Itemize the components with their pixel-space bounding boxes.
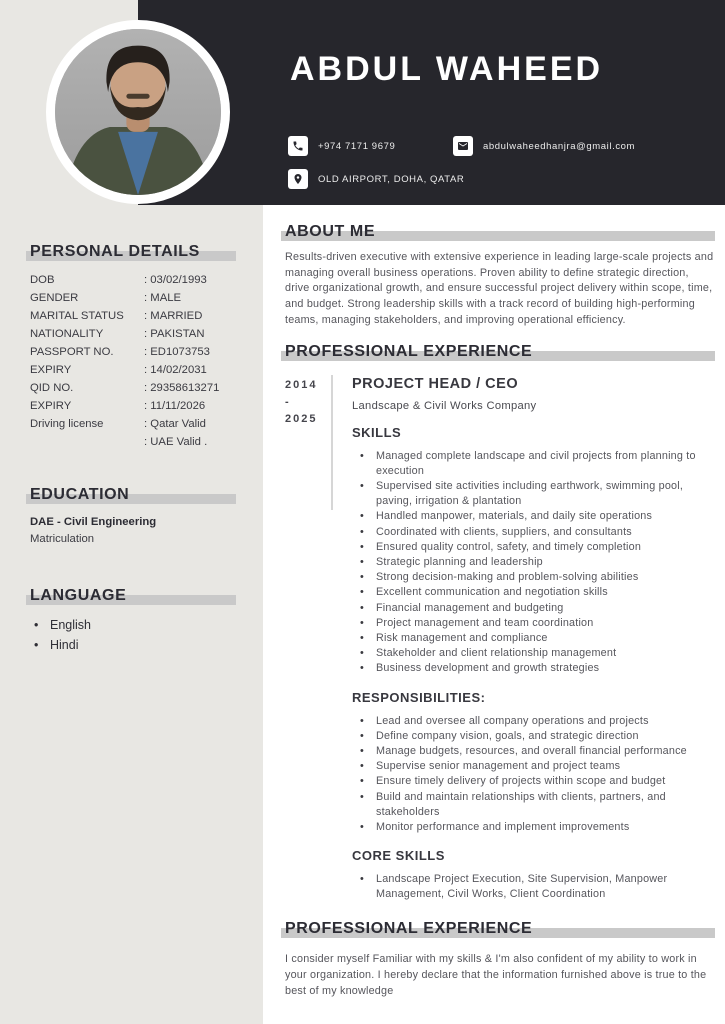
- responsibility-item: • Manage budgets, resources, and overall financial performance: [352, 744, 715, 759]
- skill-item: • Project management and team coordination: [352, 616, 715, 631]
- declaration-text: I consider myself Familiar with my skills & I'm also confident of my ability to work in your organization. I hereby declare that the information furnished above is true to the best of my knowledge: [285, 952, 707, 997]
- skill-item: • Managed complete landscape and civil projects from planning to execution: [352, 449, 715, 479]
- detail-label: EXPIRY: [30, 364, 72, 376]
- declaration-heading: [285, 919, 715, 939]
- email-address: abdulwaheedhanjra@gmail.com: [483, 140, 636, 152]
- skill-item: • Strategic planning and leadership: [352, 555, 715, 570]
- education-heading: [30, 485, 236, 505]
- contact-row-2: [288, 169, 718, 189]
- detail-value: : PAKISTAN: [144, 328, 205, 340]
- profile-photo: [46, 20, 230, 204]
- personal-detail-row: [30, 271, 236, 289]
- personal-detail-row: [30, 289, 236, 307]
- responsibility-item: • Lead and oversee all company operations and projects: [352, 714, 715, 729]
- detail-value: : ED1073753: [144, 346, 210, 358]
- personal-details-title: PERSONAL DETAILS: [30, 243, 200, 260]
- personal-detail-row: [30, 379, 236, 397]
- sidebar: [30, 242, 236, 655]
- about-me-text: Results-driven executive with extensive experience in leading large-scale projects and managing overall business operations. Proven ability to define strategic direction, drive organizational growth, and ensure successful project delivery within scope, time, and budget. Strong leadership skills with a track record of building high-performing teams, managing stakeholders, and improving operational efficiency.: [285, 251, 714, 326]
- skills-list: [352, 449, 715, 677]
- job-title: PROJECT HEAD / CEO: [352, 375, 519, 392]
- detail-label: GENDER: [30, 292, 79, 304]
- profile-photo-illustration: [55, 29, 221, 195]
- skill-item: • Coordinated with clients, suppliers, and consultants: [352, 525, 715, 540]
- personal-detail-row: [30, 397, 236, 415]
- skill-item: • Risk management and compliance: [352, 631, 715, 646]
- company-name: Landscape & Civil Works Company: [352, 399, 537, 412]
- about-me-heading: [285, 222, 715, 242]
- detail-label: DOB: [30, 274, 55, 286]
- language-section: [30, 586, 236, 655]
- period-end: 2025: [285, 412, 318, 425]
- detail-label: QID NO.: [30, 382, 74, 394]
- detail-value: : Qatar Valid: [144, 418, 206, 430]
- period-separator: -: [285, 395, 291, 408]
- phone-contact: [288, 136, 453, 156]
- language-item: • Hindi: [30, 635, 236, 655]
- professional-experience-heading: [285, 342, 715, 362]
- location-text: OLD AIRPORT, DOHA, QATAR: [318, 173, 465, 185]
- declaration-title: PROFESSIONAL EXPERIENCE: [285, 919, 533, 937]
- detail-label: Driving license: [30, 418, 104, 430]
- person-name: ABDUL WAHEED: [290, 50, 604, 88]
- phone-number: +974 7171 9679: [318, 140, 396, 152]
- personal-detail-row: [30, 415, 236, 433]
- detail-label: MARITAL STATUS: [30, 310, 124, 322]
- skill-item: • Stakeholder and client relationship management: [352, 646, 715, 661]
- personal-detail-row: [30, 433, 236, 451]
- language-title: LANGUAGE: [30, 587, 127, 604]
- personal-detail-row: [30, 307, 236, 325]
- skill-item: • Ensured quality control, safety, and timely completion: [352, 540, 715, 555]
- experience-period: [285, 375, 331, 903]
- detail-value: : 14/02/2031: [144, 364, 207, 376]
- about-me-title: ABOUT ME: [285, 223, 376, 240]
- email-icon: [453, 136, 473, 156]
- personal-detail-row: [30, 343, 236, 361]
- language-list: [30, 615, 236, 655]
- detail-value: : MARRIED: [144, 310, 203, 322]
- detail-label: [30, 433, 144, 451]
- contact-block: [288, 136, 718, 189]
- detail-label: EXPIRY: [30, 400, 72, 412]
- education-item: Matriculation: [30, 532, 95, 545]
- experience-content: [333, 375, 715, 903]
- main-column: [285, 222, 715, 999]
- responsibility-item: • Ensure timely delivery of projects within scope and budget: [352, 774, 715, 789]
- education-section: [30, 485, 236, 547]
- language-item: • English: [30, 615, 236, 635]
- responsibility-item: • Supervise senior management and project teams: [352, 759, 715, 774]
- responsibilities-list: [352, 714, 715, 836]
- responsibility-item: • Build and maintain relationships with clients, partners, and stakeholders: [352, 790, 715, 820]
- core-skill-item: • Landscape Project Execution, Site Supervision, Manpower Management, Civil Works, Client Coordination: [352, 872, 715, 902]
- detail-value: : UAE Valid .: [144, 436, 208, 448]
- skill-item: • Financial management and budgeting: [352, 601, 715, 616]
- email-contact: [453, 136, 635, 156]
- location-contact: [288, 169, 464, 189]
- skill-item: • Business development and growth strategies: [352, 661, 715, 676]
- personal-details-rows: [30, 271, 236, 451]
- responsibility-item: • Monitor performance and implement improvements: [352, 820, 715, 835]
- contact-row-1: [288, 136, 718, 156]
- personal-detail-row: [30, 325, 236, 343]
- location-icon: [288, 169, 308, 189]
- detail-value: : MALE: [144, 292, 182, 304]
- detail-value: : 03/02/1993: [144, 274, 207, 286]
- education-title: EDUCATION: [30, 486, 130, 503]
- detail-value: : 29358613271: [144, 382, 220, 394]
- personal-detail-row: [30, 361, 236, 379]
- period-start: 2014: [285, 378, 318, 391]
- responsibilities-subheading: RESPONSIBILITIES:: [352, 689, 486, 705]
- skills-subheading: SKILLS: [352, 424, 402, 440]
- core-skills-list: [352, 872, 715, 902]
- detail-label: PASSPORT NO.: [30, 346, 114, 358]
- phone-icon: [288, 136, 308, 156]
- language-heading: [30, 586, 236, 606]
- education-item: DAE - Civil Engineering: [30, 516, 157, 528]
- experience-entry: [285, 375, 715, 903]
- detail-value: : 11/11/2026: [144, 400, 206, 412]
- responsibility-item: • Define company vision, goals, and strategic direction: [352, 729, 715, 744]
- detail-label: NATIONALITY: [30, 328, 104, 340]
- skill-item: • Supervised site activities including earthwork, swimming pool, paving, irrigation & plantation: [352, 479, 715, 509]
- professional-experience-title: PROFESSIONAL EXPERIENCE: [285, 342, 533, 360]
- personal-details-heading: [30, 242, 236, 262]
- skill-item: • Strong decision-making and problem-solving abilities: [352, 570, 715, 585]
- skill-item: • Handled manpower, materials, and daily site operations: [352, 509, 715, 524]
- core-skills-subheading: CORE SKILLS: [352, 848, 445, 864]
- skill-item: • Excellent communication and negotiation skills: [352, 585, 715, 600]
- education-items: [30, 514, 236, 547]
